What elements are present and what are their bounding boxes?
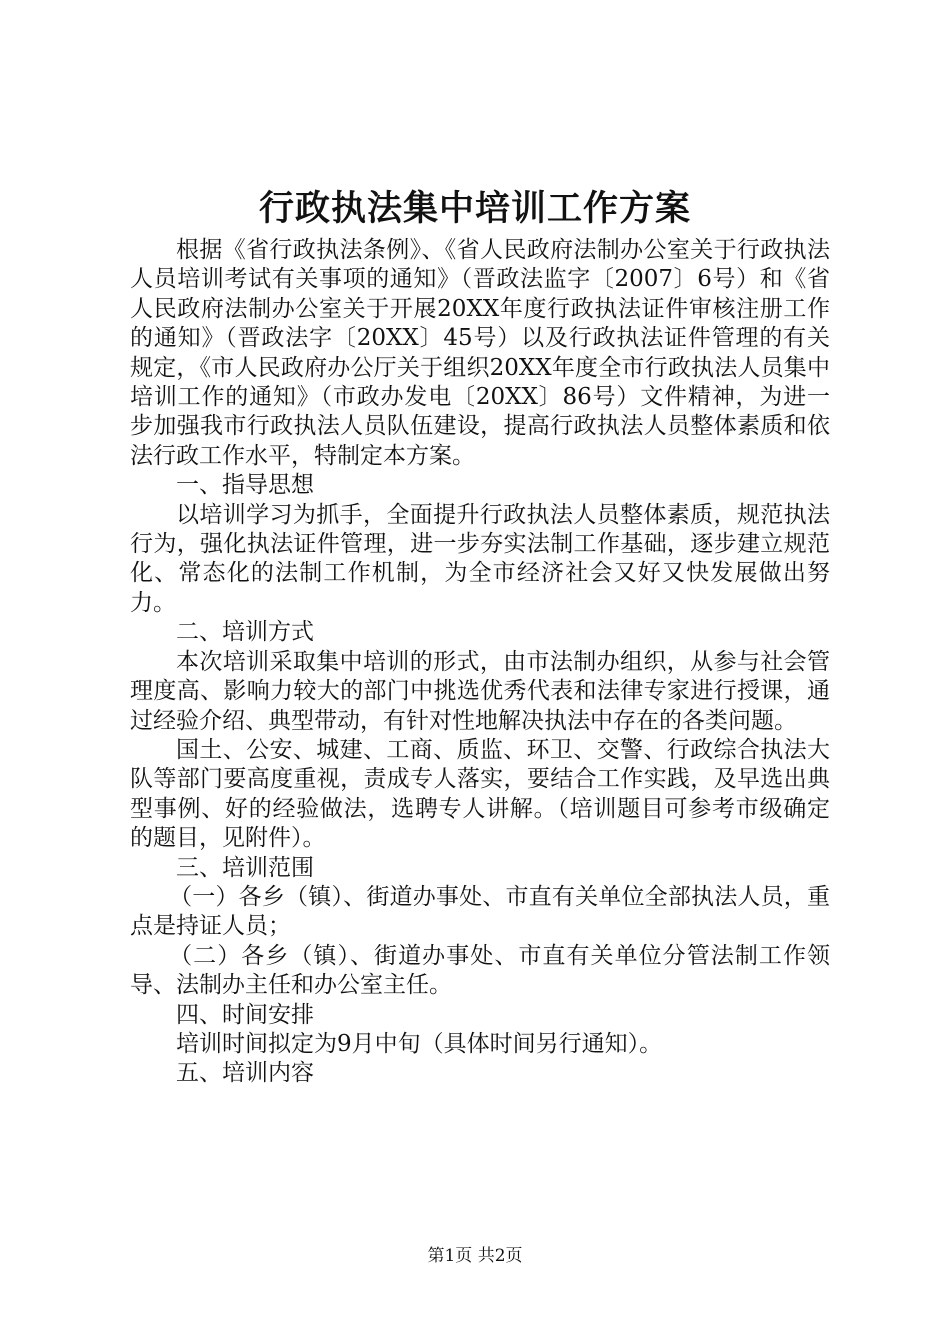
scope-item-2: （二）各乡（镇）、街道办事处、市直有关单位分管法制工作领导、法制办主任和办公室主任。 (130, 942, 830, 999)
scope-item-1: （一）各乡（镇）、街道办事处、市直有关单位全部执法人员，重点是持证人员； (130, 883, 830, 940)
paragraph-training-method: 本次培训采取集中培训的形式，由市法制办组织，从参与社会管理度高、影响力较大的部门中挑选优秀代表和法律专家进行授课，通过经验介绍、典型带动，有针对性地解决执法中存在的各类问题。 (130, 648, 830, 734)
paragraph-departments: 国土、公安、城建、工商、质监、环卫、交警、行政综合执法大队等部门要高度重视，责成专人落实，要结合工作实践，及早选出典型事例、好的经验做法，选聘专人讲解。（培训题目可参考市级确定的题目，见附件）。 (130, 736, 830, 852)
section-heading-guiding-ideology: 一、指导思想 (176, 472, 314, 499)
section-heading-training-scope: 三、培训范围 (176, 854, 314, 881)
page-number-footer: 第1页 共2页 (427, 1246, 523, 1266)
paragraph-intro: 根据《省行政执法条例》、《省人民政府法制办公室关于行政执法人员培训考试有关事项的通知》（晋政法监字〔2007〕6号）和《省人民政府法制办公室关于开展20XX年度行政执法证件审核注册工作的通知》（晋政法字〔20XX〕45号）以及行政执法证件管理的有关规定，《市人民政府办公厅关于组织20XX年度全市行政执法人员集中培训工作的通知》（市政办发电〔20XX〕86号）文件精神，为进一步加强我市行政执法人员队伍建设，提高行政执法人员整体素质和依法行政工作水平，特制定本方案。 (130, 237, 830, 469)
document-body (130, 236, 830, 1089)
section-heading-training-content: 五、培训内容 (176, 1060, 314, 1087)
paragraph-schedule: 培训时间拟定为9月中旬（具体时间另行通知）。 (176, 1030, 663, 1057)
document-title: 行政执法集中培训工作方案 (258, 188, 691, 229)
section-heading-training-method: 二、培训方式 (176, 619, 314, 646)
paragraph-guiding-ideology: 以培训学习为抓手，全面提升行政执法人员整体素质，规范执法行为，强化执法证件管理，进一步夯实法制工作基础，逐步建立规范化、常态化的法制工作机制，为全市经济社会又好又快发展做出努力。 (130, 501, 830, 616)
section-heading-schedule: 四、时间安排 (176, 1001, 314, 1028)
